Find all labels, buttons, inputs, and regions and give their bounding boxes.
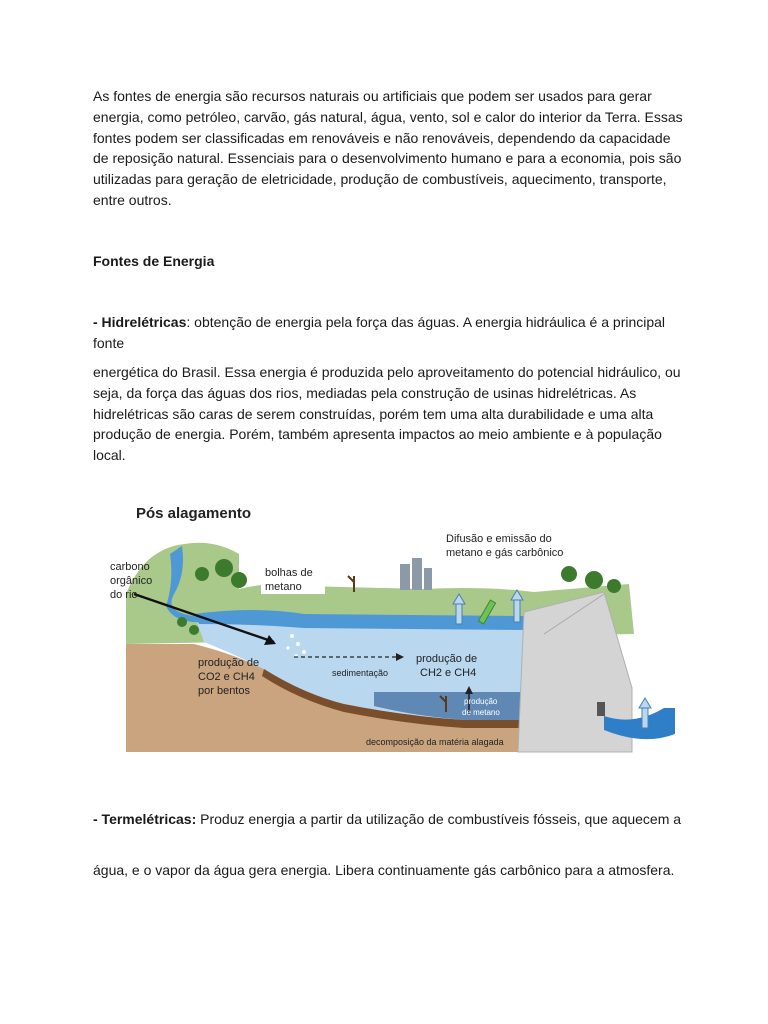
label-difusao-1: Difusão e emissão do	[446, 533, 552, 545]
hydro-figure	[104, 494, 675, 769]
label-producao-bentos-3: por bentos	[198, 685, 250, 697]
hydro-paragraph-2: energética do Brasil. Essa energia é produzida pelo aproveitamento do potencial hidráulico, ou seja, da força das águas dos rios, mediadas pela construção de usinas hidrelétricas. As hidrelétricas são caras de serem construídas, porém tem uma alta durabilidade e uma alta produção de energia. Porém, também apresenta impactos ao meio ambiente e à população local.	[93, 364, 681, 464]
label-difusao-2: metano e gás carbônico	[446, 547, 564, 559]
label-decomposicao: decomposição da matéria alagada	[366, 737, 504, 747]
hydro-line1: : obtenção de energia pela força das águas. A energia hidráulica é a principal fonte	[93, 314, 666, 351]
label-bolhas-2: metano	[265, 581, 302, 593]
label-producao-bentos-1: produção de	[198, 657, 260, 669]
hydro-paragraph-1	[93, 312, 683, 354]
label-bolhas-1: bolhas de	[265, 567, 313, 579]
figure-title: Pós alagamento	[136, 505, 252, 522]
label-carbono-1: carbono	[110, 561, 150, 573]
thermo-paragraph-2: água, e o vapor da água gera energia. Libera continuamente gás carbônico para a atmosfera.	[93, 862, 675, 878]
label-carbono-2: orgânico	[110, 575, 153, 587]
section-heading: Fontes de Energia	[93, 253, 215, 269]
reservoir-diagram	[104, 494, 675, 769]
label-carbono-3: do rio	[110, 589, 138, 601]
thermo-label: - Termelétricas:	[93, 811, 197, 827]
thermo-line1: Produz energia a partir da utilização de combustíveis fósseis, que aquecem a	[196, 811, 682, 827]
label-producao-metano-2: de metano	[462, 708, 500, 717]
label-producao-ch-1: produção de	[416, 653, 478, 665]
label-sedimentacao: sedimentação	[332, 668, 389, 678]
thermo-paragraph-1	[93, 809, 683, 830]
label-producao-ch-2: CH2 e CH4	[420, 667, 477, 679]
hydro-label: - Hidrelétricas	[93, 314, 187, 330]
label-producao-bentos-2: CO2 e CH4	[198, 671, 255, 683]
label-producao-metano-1: produção	[464, 697, 498, 706]
intro-paragraph: As fontes de energia são recursos naturais ou artificiais que podem ser usados para gerar energia, como petróleo, carvão, gás natural, água, vento, sol e calor do interior da Terra. Essas fontes podem ser classificadas em renováveis e não renováveis, dependendo da capacidade de reposição natural. Essenciais para o desenvolvimento humano e para a economia, pois são utilizadas para geração de eletricidade, produção de combustíveis, aquecimento, transporte, entre outros.	[93, 88, 683, 208]
